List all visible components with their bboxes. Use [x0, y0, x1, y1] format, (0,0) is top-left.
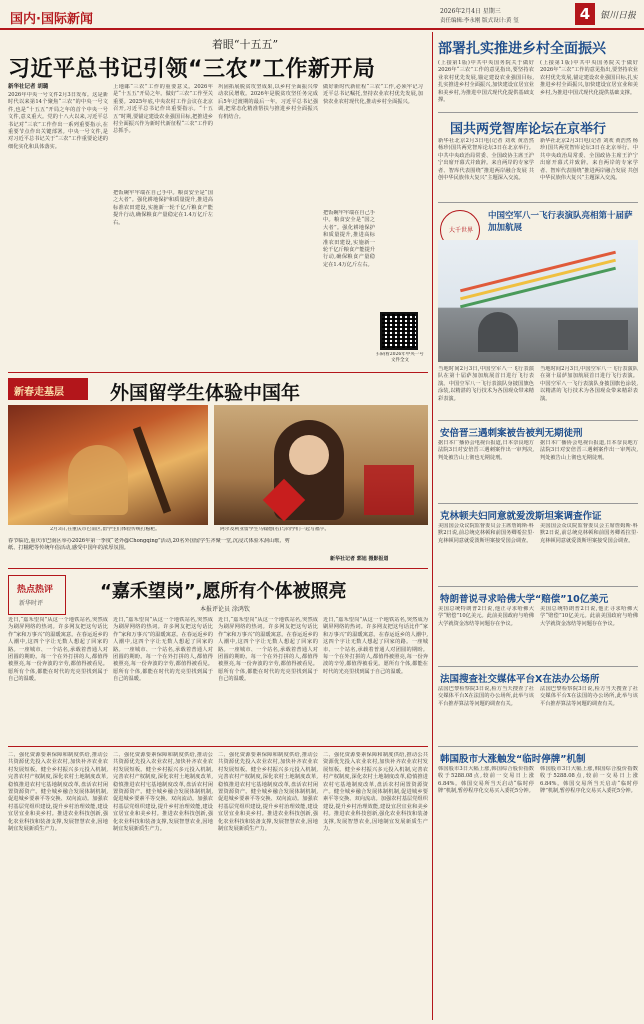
lead-kicker: 着眼“十五五”: [211, 38, 279, 51]
abe-headline: 安倍晋三遇刺案被告被判无期徒刑: [440, 428, 583, 439]
commentary-col-4: 近日,“嘉禾望岗”从这一个地铁站名,突然成为刷屏网络的热词。许多网友把这句话比作“家和万事兴”的温暖寓意。在春运返乡的人潮中,这四个字让无数人想起了回家的路。一座城市、一个站名,承载着普通人对团圆的期盼。每一个在外打拼的人,都值得被照亮,每一份奔波的辛劳,都值得被看见。愿所有个体,都能在时代的光亮里找到属于自己的温暖。: [323, 617, 428, 675]
lead-col-2: 上地邮“三农”工作的重要意义。2026年是“十五五”开局之年。做好“三农”工作至关重要。2025年底,中央农村工作会议在北京召开,习近平总书记作出重要指示。“十五五”时期,要锚定建设农业强国目标,把推进乡村全面振兴作为新时代新征程“三农”工作的总抓手。: [113, 84, 213, 135]
rule-6: [438, 666, 638, 667]
photo-rice-cake: [8, 405, 208, 525]
lead-bottom-rule: [8, 372, 428, 373]
rule-7: [438, 746, 638, 747]
qr-caption: 扫码看2026年中央一号文件全文: [376, 352, 424, 363]
clinton-headline: 克林顿夫妇同意就爱泼斯坦案调查作证: [440, 511, 602, 522]
photo-airshow: [438, 240, 638, 362]
abe-col-2: 据日本广播协会电视台报道,日本奈良地方法院3日对安倍晋三遇刺案作出一审判决,判处被告山上彻也无期徒刑。: [540, 440, 638, 461]
commentary-bottom-rule: [8, 746, 428, 747]
caption-calligraphy: 阿尔及利亚留学生马翰德(右)与同学们一起写福字。: [220, 527, 330, 532]
korea-col-2: 韩国股市3日大幅上涨,韩国综合股价指数收于5288.08点,较前一交易日上涨6.84%。韩国交易所当天启动“临时停牌”机制,暂停程序化交易买入委托5分钟。: [540, 766, 638, 795]
clinton-col-1: 美国国会众议院监督委员会主席詹姆斯·科默2日说,前总统克林顿和前国务卿希拉里·克林顿同意就爱泼斯坦案接受国会调查。: [438, 523, 534, 544]
festival-body: 春节临近,重庆市巴南区举办2026年第一季度“老外@Chongqing”活动,20名外国留学生齐聚一堂,沉浸式体验木洞山歌、剪纸、打糍粑等传统年俗活动,感受中国年的浓厚氛围。: [8, 538, 290, 551]
clinton-col-2: 美国国会众议院监督委员会主席詹姆斯·科默2日说,前总统克林顿和前国务卿希拉里·克林顿同意就爱泼斯坦案接受国会调查。: [540, 523, 638, 544]
date-line: 2026年2月4日 星期三: [440, 8, 501, 15]
rural-col-1: (上接第1版)中共中央国务院关于做好2026年“三农”工作的意见指出,要坚持农业农村优先发展,锚定建设农业强国目标,扎实推进乡村全面振兴,加快建设宜居宜业和美乡村,为推进中国式现代化提供基础支撑。: [438, 60, 534, 104]
photo-calligraphy: [214, 405, 428, 525]
airshow-col-1: 当地时间2月3日,中国空军八一飞行表演队在第十届萨加加航展首日进行飞行表演。中国空军八一飞行表演队身披国旗色涂装,以精湛的飞行技术为各国观众带来精彩表演。: [438, 366, 534, 402]
rule-5: [438, 586, 638, 587]
commentary-col-1: 近日,“嘉禾望岗”从这一个地铁站名,突然成为刷屏网络的热词。许多网友把这句话比作“家和万事兴”的温暖寓意。在春运返乡的人潮中,这四个字让无数人想起了回家的路。一座城市、一个站名,承载着普通人对团圆的期盼。每一个在外打拼的人,都值得被照亮,每一份奔波的辛劳,都值得被看见。愿所有个体,都能在时代的光亮里找到属于自己的温暖。: [8, 617, 108, 683]
france-col-2: 法国巴黎检察院3日说,检方当天搜查了社交媒体平台X在法国的办公场所,此举与该平台推荐算法等问题的调查有关。: [540, 686, 638, 707]
cont-col-4: 二、强化资源要素保障和制度供给,推动公共资源优先投入农业农村,加快补齐农业农村发展短板。健全乡村振兴多元投入机制,完善农村产权制度,深化农村土地制度改革,稳慎推进农村宅基地制度改革,盘活农村闲置资源资产。健全城乡融合发展体制机制,促进城乡要素平等交换、双向流动。加强农村基层党组织建设,提升乡村治理效能,建设宜居宜业和美乡村。推进农业科技创新,强化农业科技和装备支撑,发展智慧农业,因地制宜发展新质生产力。: [323, 752, 428, 833]
trump-col-1: 美国总统特朗普2日说,他正寻求哈佛大学“赔偿”10亿美元。此前美国政府与哈佛大学就资金冻结等问题存在争议。: [438, 606, 534, 627]
lead-col-4b: 把饭碗牢牢端在自己手中。粮食安全是“国之大者”。强化耕地保护和质量提升,推进高标准农田建设,实施新一轮千亿斤粮食产能提升行动,确保粮食产量稳定在1.4万亿斤左右。: [323, 210, 375, 268]
korea-col-1: 韩国股市3日大幅上涨,韩国综合股价指数收于5288.08点,较前一交易日上涨6.84%。韩国交易所当天启动“临时停牌”机制,暂停程序化交易买入委托5分钟。: [438, 766, 534, 795]
rule-4: [438, 503, 638, 504]
forum-col-1: 新华社北京2月3日电(记者 刘欢 黄浩然 杨珍)国共两党智库论坛3日在北京举行。中共中央政治局常委、全国政协主席王沪宁出席开幕式并致辞。来自两岸的专家学者、智库代表围绕“推进两岸融合发展 共创中华民族伟大复兴”主题深入交流。: [438, 138, 534, 182]
airshow-headline: 中国空军八一飞行表演队亮相第十届萨加加航展: [488, 211, 633, 233]
korea-headline: 韩国股市大涨触发“临时停牌”机制: [440, 754, 586, 765]
france-headline: 法国搜查社交媒体平台X在法办公场所: [440, 674, 600, 685]
commentary-byline: 本报评论员 涂鸿钦: [200, 606, 250, 613]
festival-credit: 新华社记者 郭旭 摄影报道: [330, 556, 389, 562]
lead-col-3: 巩固拓展脱贫攻坚成果,以乡村全面振兴带动农民增收。2026年是脱贫攻坚任务完成后5年过渡期的最后一年。习近平总书记强调,把常态化精准帮扶与推进乡村全面振兴有机结合。: [218, 84, 318, 120]
editor-line: 责任编辑:李永刚 版式设计:黄 玺: [440, 18, 519, 24]
lead-headline: 习近平总书记引领“三农”工作新开局: [8, 57, 376, 82]
page-number: 4: [575, 3, 595, 25]
forum-col-2: 新华社北京2月3日电(记者 刘欢 黄浩然 杨珍)国共两党智库论坛3日在北京举行。中共中央政治局常委、全国政协主席王沪宁出席开幕式并致辞。来自两岸的专家学者、智库代表围绕“推进两岸融合发展 共创中华民族伟大复兴”主题深入交流。: [540, 138, 638, 182]
lead-col-2b: 把饭碗牢牢端在自己手中。粮食安全是“国之大者”。强化耕地保护和质量提升,推进高标准农田建设,实施新一轮千亿斤粮食产能提升行动,确保粮食产量稳定在1.4万亿斤左右。: [113, 190, 213, 226]
commentary-tag: 热点热评 新华时评: [8, 575, 66, 615]
lead-byline: 新华社记者 胡璐: [8, 84, 49, 90]
commentary-headline: “嘉禾望岗”,愿所有个体被照亮: [100, 581, 347, 602]
masthead: [0, 0, 644, 30]
cont-col-1: 二、强化资源要素保障和制度供给,推动公共资源优先投入农业农村,加快补齐农业农村发展短板。健全乡村振兴多元投入机制,完善农村产权制度,深化农村土地制度改革,稳慎推进农村宅基地制度改革,盘活农村闲置资源资产。健全城乡融合发展体制机制,促进城乡要素平等交换、双向流动。加强农村基层党组织建设,提升乡村治理效能,建设宜居宜业和美乡村。推进农业科技创新,强化农业科技和装备支撑,发展智慧农业,因地制宜发展新质生产力。: [8, 752, 108, 833]
trump-headline: 特朗普说寻求哈佛大学“赔偿”10亿美元: [440, 594, 609, 605]
abe-col-1: 据日本广播协会电视台报道,日本奈良地方法院3日对安倍晋三遇刺案作出一审判决,判处被告山上彻也无期徒刑。: [438, 440, 534, 461]
festival-tag: 新春走基层: [8, 378, 88, 400]
france-col-1: 法国巴黎检察院3日说,检方当天搜查了社交媒体平台X在法国的办公场所,此举与该平台推荐算法等问题的调查有关。: [438, 686, 534, 707]
commentary-col-3: 近日,“嘉禾望岗”从这一个地铁站名,突然成为刷屏网络的热词。许多网友把这句话比作“家和万事兴”的温暖寓意。在春运返乡的人潮中,这四个字让无数人想起了回家的路。一座城市、一个站名,承载着普通人对团圆的期盼。每一个在外打拼的人,都值得被照亮,每一份奔波的辛劳,都值得被看见。愿所有个体,都能在时代的光亮里找到属于自己的温暖。: [218, 617, 318, 683]
world-logo: 大千世界: [440, 210, 480, 250]
airshow-col-2: 当地时间2月3日,中国空军八一飞行表演队在第十届萨加加航展首日进行飞行表演。中国空军八一飞行表演队身披国旗色涂装,以精湛的飞行技术为各国观众带来精彩表演。: [540, 366, 638, 402]
rule-1: [438, 112, 638, 113]
cont-col-3: 二、强化资源要素保障和制度供给,推动公共资源优先投入农业农村,加快补齐农业农村发展短板。健全乡村振兴多元投入机制,完善农村产权制度,深化农村土地制度改革,稳慎推进农村宅基地制度改革,盘活农村闲置资源资产。健全城乡融合发展体制机制,促进城乡要素平等交换、双向流动。加强农村基层党组织建设,提升乡村治理效能,建设宜居宜业和美乡村。推进农业科技创新,强化农业科技和装备支撑,发展智慧农业,因地制宜发展新质生产力。: [218, 752, 318, 833]
rural-headline: 部署扎实推进乡村全面振兴: [438, 41, 606, 57]
trump-col-2: 美国总统特朗普2日说,他正寻求哈佛大学“赔偿”10亿美元。此前美国政府与哈佛大学就资金冻结等问题存在争议。: [540, 606, 638, 627]
right-divider: [432, 32, 433, 1020]
festival-bottom-rule: [8, 568, 428, 569]
qr-code-icon[interactable]: [380, 312, 418, 350]
paper-name-logo: 银川日报: [600, 11, 637, 21]
rule-3: [438, 420, 638, 421]
commentary-col-2: 近日,“嘉禾望岗”从这一个地铁站名,突然成为刷屏网络的热词。许多网友把这句话比作“家和万事兴”的温暖寓意。在春运返乡的人潮中,这四个字让无数人想起了回家的路。一座城市、一个站名,承载着普通人对团圆的期盼。每一个在外打拼的人,都值得被照亮,每一份奔波的辛劳,都值得被看见。愿所有个体,都能在时代的光亮里找到属于自己的温暖。: [113, 617, 213, 683]
rule-2: [438, 202, 638, 203]
festival-headline: 外国留学生体验中国年: [110, 382, 301, 404]
lead-col-4: 做好新时代新征程“三农”工作,必须牢记习近平总书记嘱托,坚持农业农村优先发展,加快农业农村现代化,推动乡村全面振兴。: [323, 84, 423, 105]
forum-headline: 国共两党智库论坛在京举行: [450, 122, 607, 137]
caption-rice-cake: 2月3日,在重庆市巴南区,留学生们体验传统打糍粑。: [50, 527, 160, 532]
rural-col-2: (上接第1版)中共中央国务院关于做好2026年“三农”工作的意见指出,要坚持农业农村优先发展,锚定建设农业强国目标,扎实推进乡村全面振兴,加快建设宜居宜业和美乡村,为推进中国式现代化提供基础支撑。: [540, 60, 638, 96]
lead-col-1: 2026年中央一号文件2月3日发布。这是新时代以来第14个聚焦“三农”的中央一号文件,也是“十五五”开局之年的首个中央一号文件,意义重大。党的十八大以来,习近平总书记对“三农”工作作出一系列重要指示,在重要节点作出关键部署。中央一号文件,是对习近平总书记关于“三农”工作重要论述的细化实化和具体落实。: [8, 92, 108, 150]
section-title: 国内·国际新闻: [10, 12, 93, 27]
cont-col-2: 二、强化资源要素保障和制度供给,推动公共资源优先投入农业农村,加快补齐农业农村发展短板。健全乡村振兴多元投入机制,完善农村产权制度,深化农村土地制度改革,稳慎推进农村宅基地制度改革,盘活农村闲置资源资产。健全城乡融合发展体制机制,促进城乡要素平等交换、双向流动。加强农村基层党组织建设,提升乡村治理效能,建设宜居宜业和美乡村。推进农业科技创新,强化农业科技和装备支撑,发展智慧农业,因地制宜发展新质生产力。: [113, 752, 213, 833]
